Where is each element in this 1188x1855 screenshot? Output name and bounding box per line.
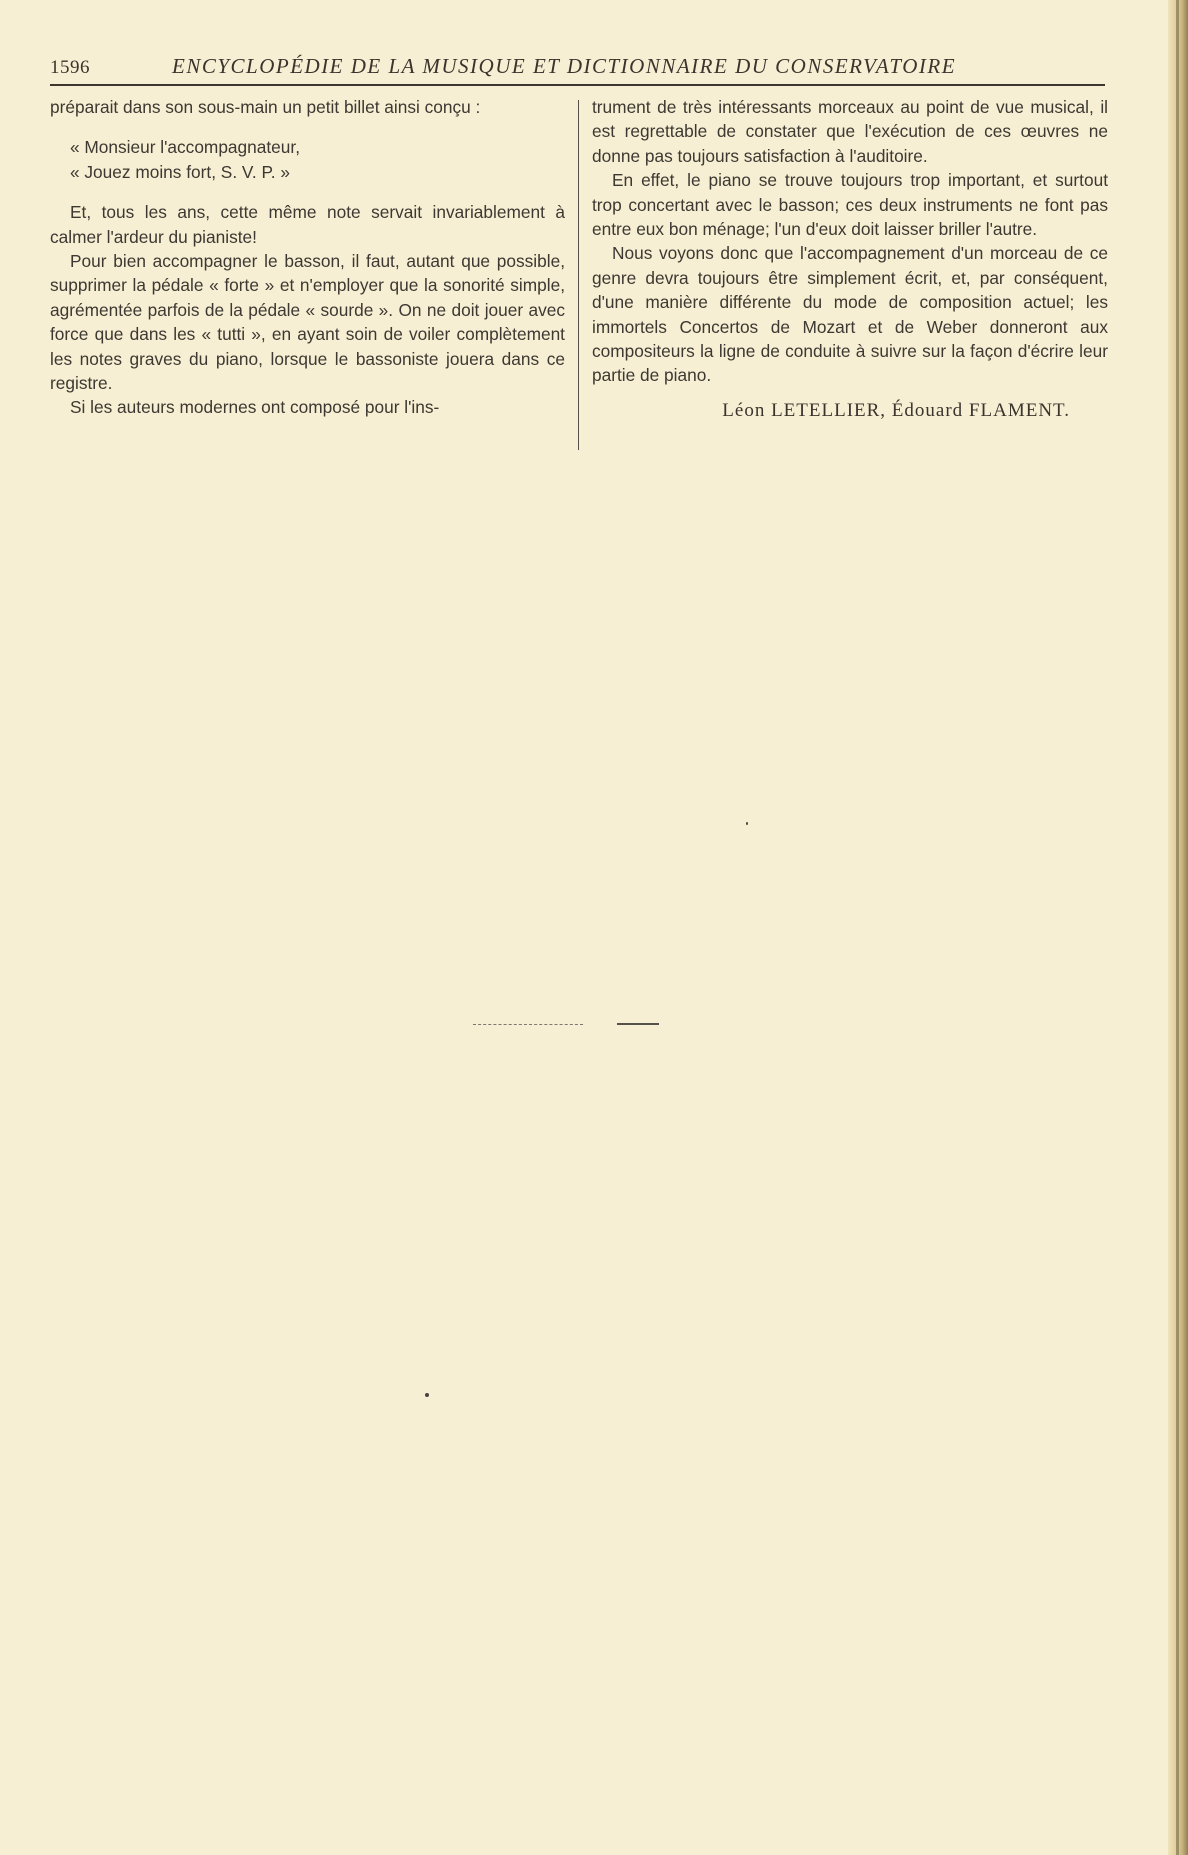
paragraph: En effet, le piano se trouve toujours trop important, et surtout trop concertant avec le basson; ces deux instruments ne font pas entre eux bon ménage; l'un d'eux doit laisser briller l'autre.	[592, 170, 1108, 240]
page-number: 1596	[50, 57, 90, 78]
right-column	[592, 95, 1108, 423]
paragraph: Et, tous les ans, cette même note servait invariablement à calmer l'ardeur du pianiste!	[50, 202, 565, 247]
page-header	[50, 54, 1105, 86]
binding-line	[1176, 0, 1179, 1855]
paragraph: Si les auteurs modernes ont composé pour l'ins-	[70, 397, 440, 418]
paragraph: Pour bien accompagner le basson, il faut, autant que possible, supprimer la pédale « forte » et n'employer que la sonorité simple, agrémentée parfois de la pédale « sourde ». On ne doit jouer avec force que dans les « tutti », en ayant soin de voiler complètement les notes graves du piano, lorsque le bassoniste jouera dans ce registre.	[50, 251, 565, 394]
running-title: ENCYCLOPÉDIE DE LA MUSIQUE ET DICTIONNAIRE DU CONSERVATOIRE	[172, 54, 957, 78]
quoted-letter-line: « Monsieur l'accompagnateur,	[70, 137, 301, 158]
column-divider	[578, 100, 579, 450]
paragraph: préparait dans son sous-main un petit billet ainsi conçu :	[50, 97, 481, 117]
header-rule	[50, 84, 1105, 86]
end-rule-solid	[617, 1023, 659, 1025]
author-signature: Léon LETELLIER, Édouard FLAMENT.	[722, 399, 1070, 421]
ink-speck	[425, 1393, 429, 1397]
left-column	[50, 95, 565, 420]
quoted-letter-line: « Jouez moins fort, S. V. P. »	[70, 161, 290, 182]
end-rule-dotted	[473, 1024, 583, 1025]
paragraph: Nous voyons donc que l'accompagnement d'un morceau de ce genre devra toujours être simplement écrit, et, par conséquent, d'une manière différente du mode de composition actuel; les immortels Concertos de Mozart et de Weber donneront aux compositeurs la ligne de conduite à suivre sur la façon d'écrire leur partie de piano.	[592, 243, 1108, 386]
ink-speck	[746, 822, 748, 825]
paragraph: trument de très intéressants morceaux au point de vue musical, il est regrettable de constater que l'exécution de ces œuvres ne donne pas toujours satisfaction à l'auditoire.	[592, 97, 1108, 166]
